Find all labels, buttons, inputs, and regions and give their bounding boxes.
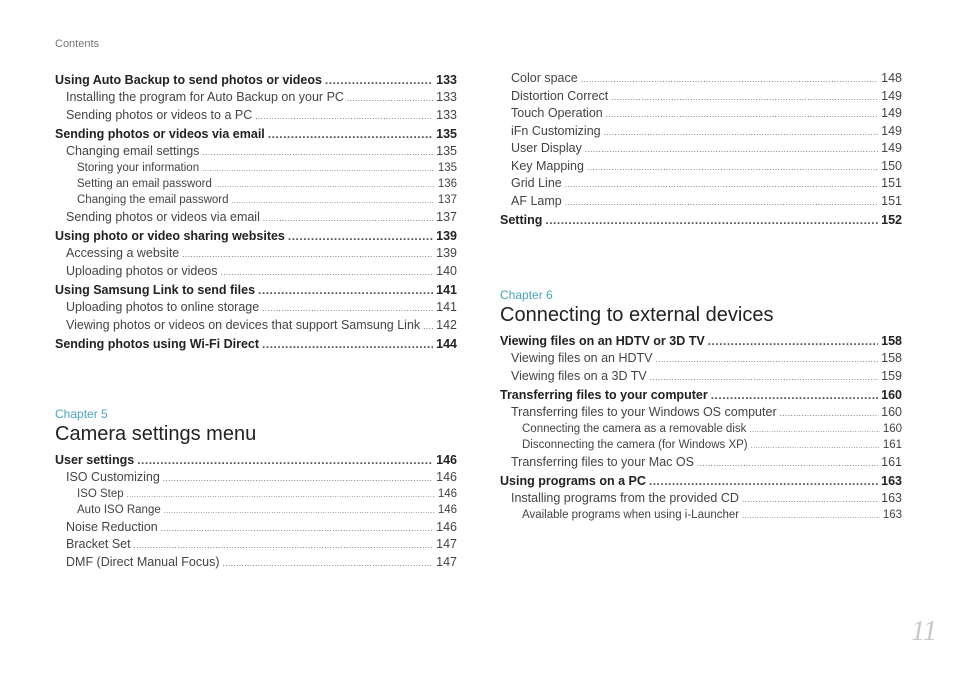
- dot-leader: [545, 213, 878, 227]
- toc-entry-title: Bracket Set: [66, 537, 131, 551]
- toc-entry[interactable]: [55, 300, 457, 318]
- dot-leader: [262, 337, 433, 351]
- toc-entry[interactable]: [500, 351, 902, 369]
- toc-entry[interactable]: [55, 283, 457, 300]
- toc-entry-page: 160: [881, 405, 902, 419]
- toc-entry-title: Installing the program for Auto Backup on your PC: [66, 90, 344, 104]
- toc-entry-title: User Display: [511, 141, 582, 155]
- toc-entry-title: Setting: [500, 213, 543, 227]
- toc-entry-title: Using Samsung Link to send files: [55, 283, 256, 297]
- toc-entry-page: 149: [881, 88, 902, 103]
- dot-leader: [221, 268, 434, 277]
- dot-leader: [262, 304, 433, 313]
- dot-leader: [697, 459, 878, 468]
- dot-leader: [649, 474, 878, 488]
- toc-entry-page: 135: [436, 144, 457, 158]
- toc-entry[interactable]: [500, 439, 902, 455]
- toc-entry-page: 149: [881, 141, 902, 155]
- toc-entry[interactable]: [55, 210, 457, 228]
- dot-leader: [202, 166, 435, 173]
- toc-entry[interactable]: [500, 509, 902, 525]
- toc-entry-title: Using programs on a PC: [500, 474, 646, 488]
- chapter-label: Chapter 6: [500, 288, 553, 302]
- toc-entry-page: 163: [881, 474, 902, 488]
- toc-entry-title: Sending photos or videos to a PC: [66, 107, 253, 122]
- toc-entry[interactable]: [55, 470, 457, 488]
- toc-entry-page: 146: [436, 519, 457, 534]
- toc-entry-title: Distortion Correct: [511, 88, 609, 103]
- toc-entry[interactable]: [55, 90, 457, 108]
- dot-leader: [742, 513, 880, 520]
- toc-entry-title: Changing the email password: [77, 193, 229, 206]
- toc-entry-page: 160: [882, 422, 902, 435]
- dot-leader: [134, 541, 434, 550]
- toc-entry[interactable]: [500, 176, 902, 194]
- toc-entry[interactable]: [500, 423, 902, 439]
- toc-entry-page: 139: [436, 246, 457, 260]
- toc-entry-title: Auto ISO Range: [77, 503, 161, 516]
- toc-entry[interactable]: [500, 106, 902, 124]
- dot-leader: [650, 373, 878, 382]
- toc-entry[interactable]: [55, 144, 457, 162]
- toc-entry[interactable]: [55, 127, 457, 144]
- toc-entry-title: Sending photos or videos via email: [55, 127, 265, 141]
- toc-entry[interactable]: [500, 194, 902, 212]
- toc-entry[interactable]: [55, 108, 457, 126]
- toc-entry-title: Color space: [511, 71, 578, 85]
- toc-entry-page: 148: [881, 71, 902, 85]
- toc-list-right-bottom: [500, 334, 902, 525]
- toc-entry-title: Key Mapping: [511, 158, 584, 173]
- toc-entry-title: ISO Step: [77, 487, 124, 500]
- toc-entry-page: 151: [881, 176, 902, 190]
- toc-entry-title: Accessing a website: [66, 246, 180, 260]
- toc-entry-page: 146: [436, 453, 457, 467]
- toc-entry-title: Using photo or video sharing websites: [55, 229, 285, 243]
- dot-leader: [708, 334, 878, 348]
- dot-leader: [780, 409, 879, 418]
- dot-leader: [587, 163, 878, 172]
- toc-entry-page: 146: [437, 487, 457, 500]
- toc-entry-page: 137: [436, 209, 457, 224]
- toc-entry-page: 150: [881, 158, 902, 173]
- dot-leader: [656, 355, 879, 364]
- toc-entry-title: Viewing files on an HDTV: [511, 351, 653, 365]
- toc-entry-page: 133: [436, 73, 457, 87]
- toc-entry-page: 140: [436, 263, 457, 278]
- toc-entry[interactable]: [55, 162, 457, 178]
- toc-entry-page: 146: [436, 470, 457, 484]
- chapter-label: Chapter 5: [55, 407, 108, 421]
- toc-list-right-top: [500, 71, 902, 230]
- toc-entry-title: Viewing photos or videos on devices that support Samsung Link: [66, 317, 421, 332]
- toc-entry-page: 146: [437, 503, 457, 516]
- toc-entry-title: Sending photos using Wi-Fi Direct: [55, 337, 260, 351]
- toc-entry-title: Disconnecting the camera (for Windows XP): [522, 438, 748, 451]
- page-number: 11: [911, 616, 937, 647]
- toc-entry[interactable]: [55, 318, 457, 336]
- dot-leader: [137, 453, 433, 467]
- dot-leader: [606, 110, 878, 119]
- toc-column-left: [55, 71, 457, 572]
- dot-leader: [202, 148, 433, 157]
- toc-entry-page: 135: [436, 127, 457, 141]
- toc-entry-page: 151: [881, 193, 902, 208]
- toc-entry-title: Installing programs from the provided CD: [511, 491, 739, 505]
- dot-leader: [263, 214, 433, 223]
- toc-entry-page: 142: [436, 317, 457, 332]
- toc-entry-title: Changing email settings: [66, 144, 200, 158]
- toc-entry-page: 161: [881, 454, 902, 469]
- toc-entry-title: Storing your information: [77, 161, 200, 174]
- chapter-title: Camera settings menu: [55, 423, 257, 445]
- toc-entry[interactable]: [55, 246, 457, 264]
- dot-leader: [268, 127, 433, 141]
- toc-entry-page: 158: [881, 334, 902, 348]
- toc-entry-page: 136: [437, 177, 457, 190]
- toc-entry[interactable]: [500, 141, 902, 159]
- dot-leader: [223, 559, 434, 568]
- toc-entry-title: Transferring files to your Windows OS computer: [511, 405, 777, 419]
- dot-leader: [711, 388, 878, 402]
- dot-leader: [565, 198, 878, 207]
- toc-entry-title: DMF (Direct Manual Focus): [66, 554, 220, 569]
- toc-entry-title: Transferring files to your Mac OS: [511, 454, 694, 469]
- toc-entry-page: 139: [436, 229, 457, 243]
- dot-leader: [749, 427, 879, 434]
- toc-entry-page: 149: [881, 106, 902, 120]
- toc-entry-title: Sending photos or videos via email: [66, 209, 260, 224]
- toc-entry-page: 152: [881, 213, 902, 227]
- dot-leader: [258, 283, 433, 297]
- dot-leader: [751, 443, 880, 450]
- toc-entry[interactable]: [55, 194, 457, 210]
- dot-leader: [604, 128, 879, 137]
- toc-entry-page: 160: [881, 388, 902, 402]
- toc-entry[interactable]: [55, 520, 457, 538]
- toc-entry-title: Setting an email password: [77, 177, 212, 190]
- running-header: Contents: [55, 38, 100, 50]
- toc-entry-page: 144: [436, 337, 457, 351]
- toc-entry[interactable]: [500, 491, 902, 509]
- dot-leader: [611, 93, 878, 102]
- toc-entry-page: 141: [436, 300, 457, 314]
- dot-leader: [581, 75, 878, 84]
- toc-entry[interactable]: [500, 124, 902, 142]
- toc-entry-page: 163: [882, 508, 902, 521]
- toc-entry[interactable]: [500, 159, 902, 177]
- toc-entry-page: 149: [881, 123, 902, 138]
- toc-entry-title: Viewing files on an HDTV or 3D TV: [500, 334, 705, 348]
- toc-entry-page: 147: [436, 537, 457, 551]
- toc-entry[interactable]: [55, 537, 457, 555]
- toc-entry-title: Transferring files to your computer: [500, 388, 708, 402]
- dot-leader: [182, 250, 433, 259]
- dot-leader: [325, 73, 433, 87]
- dot-leader: [163, 474, 433, 483]
- toc-list-left-bottom: [55, 453, 457, 572]
- toc-entry-title: AF Lamp: [511, 193, 562, 208]
- toc-entry-title: ISO Customizing: [66, 470, 160, 484]
- toc-entry[interactable]: [500, 369, 902, 387]
- dot-leader: [565, 180, 878, 189]
- toc-entry-page: 133: [436, 90, 457, 104]
- toc-entry-page: 133: [436, 107, 457, 122]
- toc-entry[interactable]: [500, 455, 902, 473]
- toc-entry[interactable]: [500, 334, 902, 351]
- toc-entry-title: Uploading photos to online storage: [66, 300, 260, 314]
- toc-entry[interactable]: [55, 264, 457, 282]
- toc-entry[interactable]: [500, 71, 902, 89]
- toc-entry-page: 159: [881, 368, 902, 383]
- toc-entry-title: Connecting the camera as a removable disk: [522, 422, 747, 435]
- toc-entry[interactable]: [55, 178, 457, 194]
- dot-leader: [585, 145, 878, 154]
- toc-entry-page: 147: [436, 554, 457, 569]
- toc-entry[interactable]: [500, 213, 902, 230]
- chapter-title: Connecting to external devices: [500, 304, 774, 326]
- toc-entry[interactable]: [55, 73, 457, 90]
- toc-entry-page: 135: [437, 161, 457, 174]
- dot-leader: [232, 198, 435, 205]
- dot-leader: [255, 112, 433, 121]
- toc-entry-title: Viewing files on a 3D TV: [511, 368, 647, 383]
- toc-entry[interactable]: [55, 488, 457, 504]
- toc-entry-title: iFn Customizing: [511, 123, 601, 138]
- toc-entry[interactable]: [500, 474, 902, 491]
- toc-entry-title: Noise Reduction: [66, 519, 158, 534]
- toc-entry[interactable]: [55, 337, 457, 354]
- dot-leader: [742, 495, 878, 504]
- dot-leader: [288, 229, 433, 243]
- toc-entry-page: 158: [881, 351, 902, 365]
- dot-leader: [347, 94, 433, 103]
- toc-entry-page: 141: [436, 283, 457, 297]
- toc-entry-title: Touch Operation: [511, 106, 603, 120]
- toc-entry[interactable]: [500, 388, 902, 405]
- toc-entry-title: User settings: [55, 453, 135, 467]
- dot-leader: [161, 524, 433, 533]
- dot-leader: [127, 492, 435, 499]
- dot-leader: [423, 322, 433, 331]
- toc-entry-page: 161: [882, 438, 902, 451]
- toc-entry-page: 163: [881, 491, 902, 505]
- toc-entry[interactable]: [55, 504, 457, 520]
- toc-entry[interactable]: [500, 89, 902, 107]
- toc-entry-page: 137: [437, 193, 457, 206]
- toc-entry-title: Using Auto Backup to send photos or videos: [55, 73, 322, 87]
- toc-entry[interactable]: [55, 453, 457, 470]
- toc-entry-title: Available programs when using i-Launcher: [522, 508, 740, 521]
- toc-entry[interactable]: [55, 229, 457, 246]
- toc-entry[interactable]: [55, 555, 457, 573]
- toc-entry-title: Uploading photos or videos: [66, 263, 218, 278]
- dot-leader: [215, 182, 435, 189]
- toc-entry[interactable]: [500, 405, 902, 423]
- toc-list-left-top: [55, 73, 457, 354]
- toc-entry-title: Grid Line: [511, 176, 562, 190]
- dot-leader: [164, 508, 435, 515]
- toc-column-right: [500, 71, 902, 525]
